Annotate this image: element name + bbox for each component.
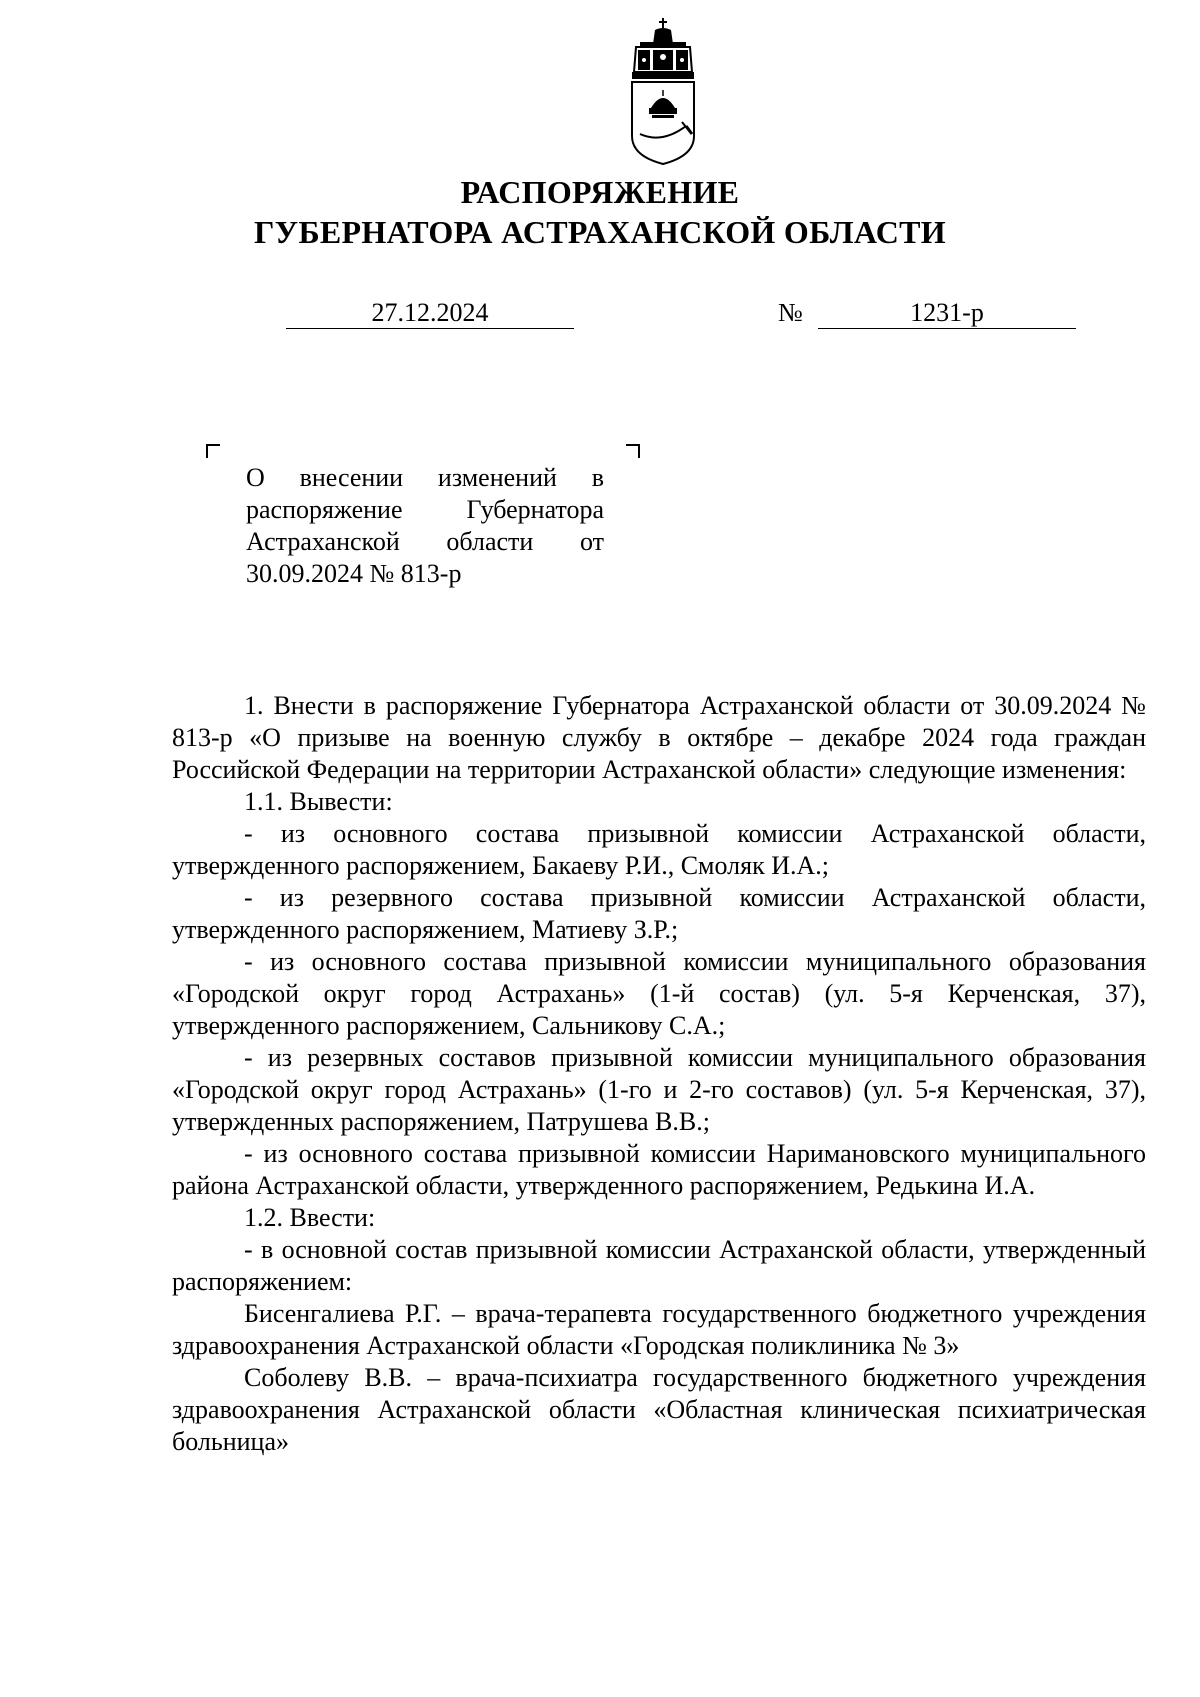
paragraph-item: - из основного состава призывной комиссии Астраханской области, утвержденного распоряжением, Бакаеву Р.И., Смоляк И.А.; <box>172 819 1146 880</box>
subject-corner-left <box>206 444 220 458</box>
paragraph-item: - из основного состава призывной комиссии Наримановского муниципального района Астраханской области, утвержденного распоряжением, Редькина И.А. <box>172 1139 1146 1200</box>
paragraph-1-1: 1.1. Вывести: <box>244 787 393 816</box>
paragraph-1: 1. Внести в распоряжение Губернатора Астраханской области от 30.09.2024 № 813-р «О призыве на военную службу в октябре – декабре 2024 года граждан Российской Федерации на территории Астраханской области» следующие изменения: <box>172 691 1146 784</box>
document-date: 27.12.2024 <box>286 298 574 329</box>
document-body <box>172 690 1146 1458</box>
paragraph-1-2: 1.2. Ввести: <box>244 1203 376 1232</box>
paragraph-item: - в основной состав призывной комиссии Астраханской области, утвержденный распоряжением: <box>172 1235 1146 1296</box>
paragraph-item: - из резервного состава призывной комиссии Астраханской области, утвержденного распоряжением, Матиеву З.Р.; <box>172 883 1146 944</box>
paragraph-person: Бисенгалиева Р.Г. – врача-терапевта государственного бюджетного учреждения здравоохранения Астраханской области «Городская поликлиника № 3» <box>172 1299 1146 1360</box>
paragraph-person: Соболеву В.В. – врача-психиатра государственного бюджетного учреждения здравоохранения Астраханской области «Областная клиническая психиатрическая больница» <box>172 1363 1146 1456</box>
subject-corner-right <box>626 444 640 458</box>
number-sign: № <box>778 298 803 327</box>
paragraph-item: - из резервных составов призывной комиссии муниципального образования «Городской округ город Астрахань» (1-го и 2-го составов) (ул. 5-я Керченская, 37), утвержденных распоряжением, Патрушева В.В.; <box>172 1043 1146 1136</box>
paragraph-item: - из основного состава призывной комиссии муниципального образования «Городской округ город Астрахань» (1-й состав) (ул. 5-я Керченская, 37), утвержденного распоряжением, Сальникову С.А.; <box>172 947 1146 1040</box>
document-number: 1231-р <box>818 298 1076 329</box>
document-subject: О внесении изменений в распоряжение Губернатора Астраханской области от 30.09.2024 № 813-р <box>246 463 604 588</box>
document-title-line1: РАСПОРЯЖЕНИЕ <box>460 174 740 210</box>
astrakhan-coat-of-arms-icon <box>622 16 704 166</box>
document-title-line2: ГУБЕРНАТОРА АСТРАХАНСКОЙ ОБЛАСТИ <box>254 214 946 250</box>
